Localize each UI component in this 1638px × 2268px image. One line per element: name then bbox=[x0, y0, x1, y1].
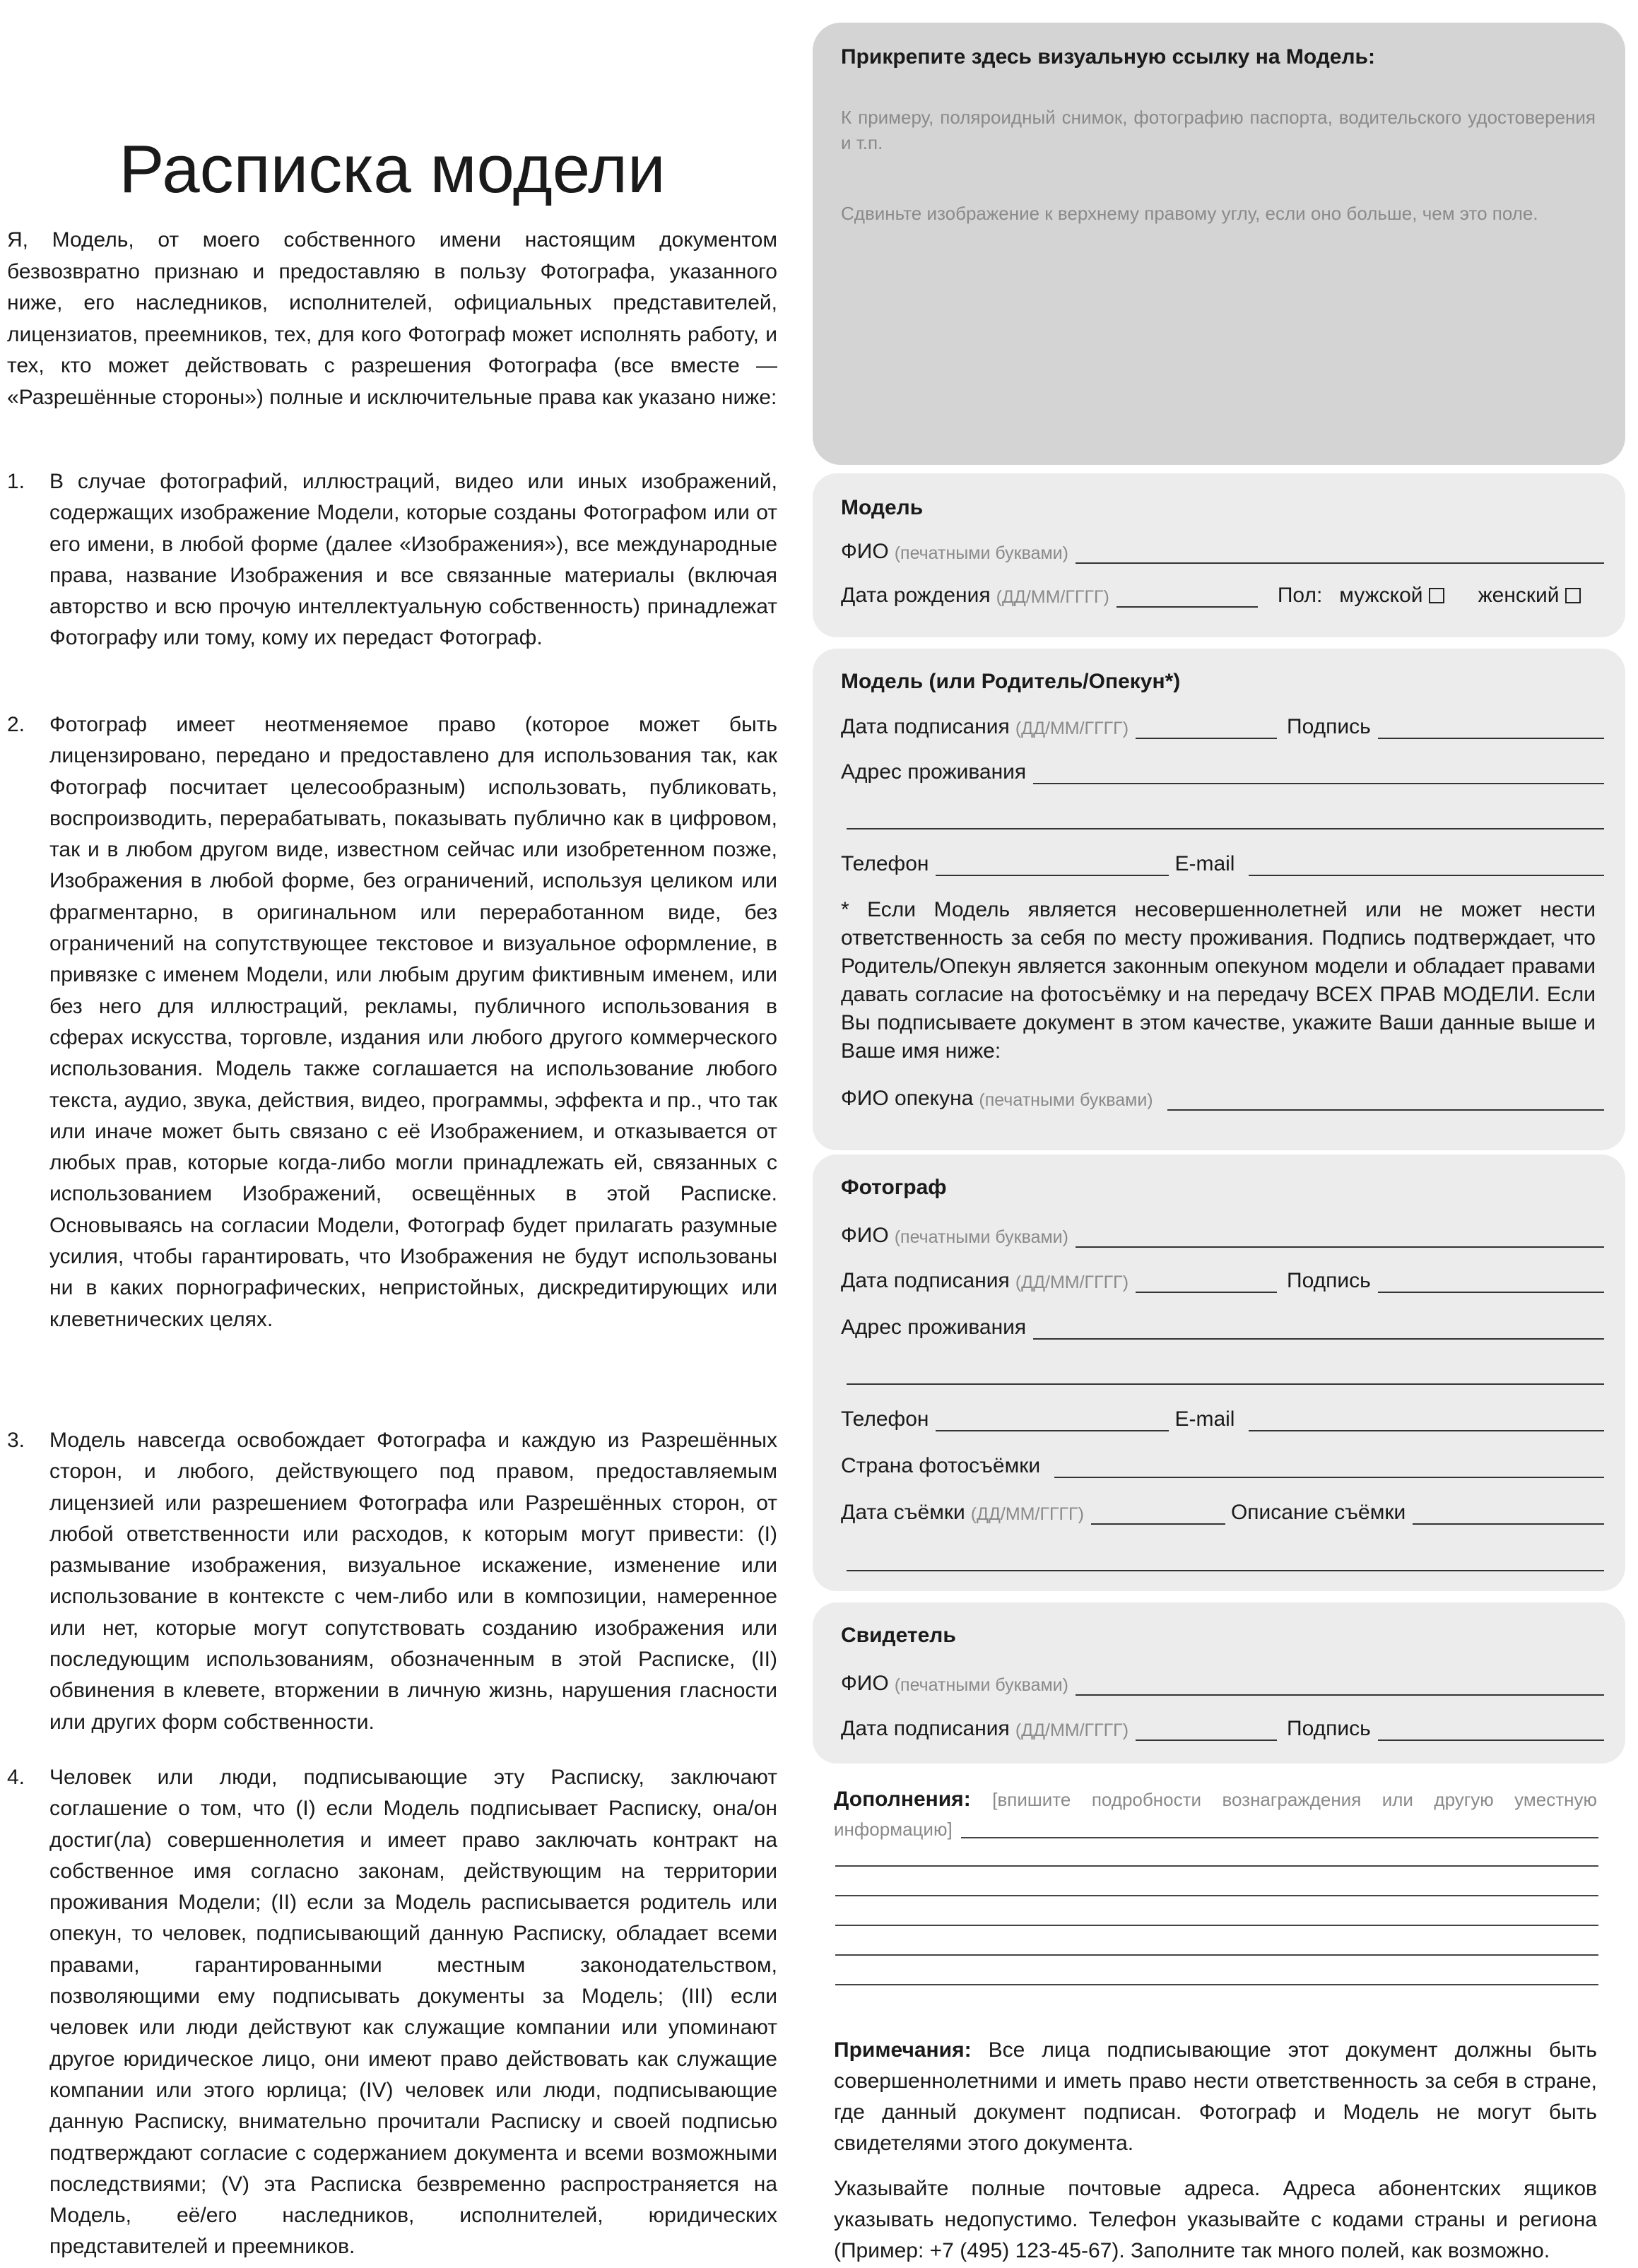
date-label: Дата подписания bbox=[841, 715, 1010, 738]
additions-line-1[interactable] bbox=[961, 1837, 1598, 1838]
photographer-name-row bbox=[841, 1219, 1604, 1248]
model-dob-field[interactable] bbox=[1116, 586, 1258, 608]
photographer-signature-field[interactable] bbox=[1378, 1272, 1604, 1293]
guardian-signature-field[interactable] bbox=[1378, 718, 1604, 739]
witness-date-row bbox=[841, 1713, 1604, 1741]
male-label: мужской bbox=[1339, 584, 1423, 607]
photo-panel-heading: Прикрепите здесь визуальную ссылку на Модель: bbox=[841, 45, 1375, 69]
photo-hint-resize: Сдвиньте изображение к верхнему правому углу, если оно больше, чем это поле. bbox=[841, 203, 1538, 224]
phone-label: Телефон bbox=[841, 1407, 929, 1431]
shoot-country-field[interactable] bbox=[1054, 1457, 1604, 1478]
guardian-name-row bbox=[841, 1082, 1604, 1111]
shoot-desc-field-2[interactable] bbox=[847, 1569, 1604, 1571]
witness-date-field[interactable] bbox=[1136, 1720, 1277, 1741]
clause-text: Модель навсегда освобождает Фотографа и каждую из Разрешённых сторон, и любого, действующего под правом, предоставляемым лицензией или разрешением Фотографа или Разрешённых сторон, от любой ответственности или расходов, к которым могут привести: (I) размывание изображения, визуальное искажение, изменение или использование в контексте с чем-либо или в композиции, намеренное или нет, которые могут сопутствовать созданию изображения или последующим использованиям, обозначенным в этой Расписке, (II) обвинения в клевете, вторжении в личную жизнь, нарушения гласности или других форм собственности. bbox=[49, 1429, 777, 1734]
additions-line-6[interactable] bbox=[835, 1984, 1598, 1985]
clause-number: 2. bbox=[7, 713, 25, 736]
signature-label: Подпись bbox=[1287, 1717, 1371, 1740]
model-panel bbox=[813, 473, 1625, 637]
date-hint: (ДД/ММ/ГГГГ) bbox=[970, 1504, 1084, 1524]
photographer-address-field-2[interactable] bbox=[847, 1382, 1604, 1385]
guardian-date-field[interactable] bbox=[1136, 718, 1277, 739]
photo-hint: К примеру, поляроидный снимок, фотографию паспорта, водительского удостоверения и т.п. bbox=[841, 107, 1596, 153]
date-hint: (ДД/ММ/ГГГГ) bbox=[1015, 719, 1129, 738]
additions-line-4[interactable] bbox=[835, 1925, 1598, 1926]
name-label: ФИО bbox=[841, 1224, 889, 1247]
photographer-contact-row bbox=[841, 1403, 1604, 1431]
clause-number: 3. bbox=[7, 1429, 25, 1452]
guardian-date-row bbox=[841, 711, 1604, 739]
name-label: ФИО bbox=[841, 1672, 889, 1695]
clause-1 bbox=[7, 466, 777, 654]
name-label: ФИО bbox=[841, 540, 889, 563]
country-label: Страна фотосъёмки bbox=[841, 1454, 1041, 1477]
witness-panel bbox=[813, 1602, 1625, 1764]
photographer-phone-field[interactable] bbox=[936, 1410, 1169, 1431]
photographer-date-field[interactable] bbox=[1136, 1272, 1277, 1293]
date-hint: (ДД/ММ/ГГГГ) bbox=[1015, 1272, 1129, 1292]
date-hint: (ДД/ММ/ГГГГ) bbox=[1015, 1720, 1129, 1740]
clause-text: В случае фотографий, иллюстраций, видео или иных изображений, содержащих изображение Модели, которые созданы Фотографом или от его имени, в любой форме (далее «Изображения»), все международные права, название Изображения и все связанные материалы (включая авторство и всю прочую интеллектуальную собственность) принадлежат Фотографу или тому, кому их передаст Фотограф. bbox=[49, 470, 777, 650]
phone-label: Телефон bbox=[841, 852, 929, 875]
photographer-panel-heading: Фотограф bbox=[841, 1176, 947, 1199]
guardian-email-field[interactable] bbox=[1249, 855, 1604, 876]
shoot-date-field[interactable] bbox=[1091, 1504, 1225, 1525]
dob-label: Дата рождения bbox=[841, 584, 991, 607]
guardian-panel-heading: Модель (или Родитель/Опекун*) bbox=[841, 670, 1181, 693]
model-name-field[interactable] bbox=[1076, 543, 1604, 564]
email-label: E-mail bbox=[1174, 852, 1235, 875]
photographer-email-field[interactable] bbox=[1249, 1410, 1604, 1431]
guardian-contact-row bbox=[841, 848, 1604, 876]
shoot-country-row bbox=[841, 1450, 1604, 1478]
photographer-panel bbox=[813, 1154, 1625, 1591]
signature-label: Подпись bbox=[1287, 715, 1371, 738]
email-label: E-mail bbox=[1174, 1407, 1235, 1431]
clause-text: Фотограф имеет неотменяемое право (которое может быть лицензировано, передано и предоставлено для использования так, как Фотограф посчитает целесообразным) использовать, публиковать, воспроизводить, перерабатывать, показывать публично как в цифровом, так и в любом другом виде, известном сейчас или изобретенном позже, Изображения в любой форме, без ограничений, используя целиком или фрагментарно, в оригинальном или переработанном виде, без ограничений на сопутствующее текстовое и визуальное оформление, в привязке с именем Модели, или любым другим фиктивным именем, или без него для иллюстраций, рекламы, публичного использования в сферах искусства, торговле, издания или любого другого коммерческого использования. Модель также соглашается на использование любого текста, аудио, звука, действия, видео, программы, эффекта и пр., что так или иначе может быть связано с её Изображением, и отказывается от любых прав, которые когда-либо могли принадлежать ей, связанных с использованием Изображений, освещённых в этой Расписке. Основываясь на согласии Модели, Фотограф будет прилагать разумные усилия, чтобы гарантировать, что Изображения не будут использованы ни в каких порнографических, непристойных, дискредитирующих или клеветнических целях. bbox=[49, 713, 777, 1331]
notes-label: Примечания: bbox=[834, 2038, 972, 2062]
witness-name-row bbox=[841, 1667, 1604, 1696]
guardian-panel bbox=[813, 649, 1625, 1150]
clause-2 bbox=[7, 709, 777, 1335]
model-panel-heading: Модель bbox=[841, 496, 924, 519]
female-checkbox[interactable] bbox=[1565, 588, 1581, 603]
photographer-address-field[interactable] bbox=[1033, 1318, 1604, 1340]
guardian-address-field[interactable] bbox=[1033, 763, 1604, 784]
witness-name-field[interactable] bbox=[1076, 1675, 1604, 1696]
clause-4 bbox=[7, 1762, 777, 2263]
clause-text: Человек или люди, подписывающие эту Расписку, заключают соглашение о том, что (I) если Модель подписывает Расписку, она/он достиг(ла) совершеннолетия и имеет право заключать контракт на собственное имя согласно законам, действующим на территории проживания Модели; (II) если за Модель расписывается родитель или опекун, то человек, подписывающий данную Расписку, обладает всеми правами, гарантированными местным законодательством, позволяющими ему подписывать документы за Модель; (III) если человек или люди действуют как служащие компании или упоминают другое юридическое лицо, они имеют право действовать как служащие компании или этого юрлица; (IV) человек или люди, подписывающие данную Расписку, внимательно прочитали Расписку и своей подписью подтверждают согласие с содержанием документа и всеми возможными последствиями; (V) эта Расписка безвременно распространяется на Модель, её/его наследников, исполнителей, юридических представителей и преемников. bbox=[49, 1766, 777, 2259]
notes-block bbox=[834, 2035, 1597, 2159]
guardian-name-field[interactable] bbox=[1167, 1089, 1604, 1111]
photographer-date-row bbox=[841, 1265, 1604, 1293]
additions-line-3[interactable] bbox=[835, 1895, 1598, 1896]
name-hint: (печатными буквами) bbox=[979, 1090, 1153, 1110]
signature-label: Подпись bbox=[1287, 1269, 1371, 1292]
shoot-desc-field[interactable] bbox=[1413, 1504, 1604, 1525]
shoot-date-row bbox=[841, 1496, 1604, 1525]
additions-label: Дополнения: bbox=[834, 1788, 971, 1811]
additions-line-5[interactable] bbox=[835, 1954, 1598, 1956]
page-title: Расписка модели bbox=[119, 131, 666, 207]
name-hint: (печатными буквами) bbox=[894, 1675, 1068, 1695]
witness-panel-heading: Свидетель bbox=[841, 1624, 956, 1647]
address-label: Адрес проживания bbox=[841, 760, 1027, 784]
guardian-note: * Если Модель является несовершеннолетней или не может нести ответственность за себя по месту проживания. Подпись подтверждает, что Родитель/Опекун является законным опекуном модели и обладает правами давать согласие на фотосъёмку и на передачу ВСЕХ ПРАВ МОДЕЛИ. Если Вы подписываете документ в этом качестве, укажите Ваши данные выше и Ваше имя ниже: bbox=[841, 898, 1596, 1063]
notes-addresses: Указывайте полные почтовые адреса. Адреса абонентских ящиков указывать недопустимо. Телефон указывайте с кодами страны и региона (Пример: +7 (495) 123-45-67). Заполните так много полей, как возможно. bbox=[834, 2177, 1597, 2262]
name-hint: (печатными буквами) bbox=[894, 1227, 1068, 1247]
sex-label: Пол: bbox=[1277, 584, 1323, 607]
shoot-date-label: Дата съёмки bbox=[841, 1501, 965, 1524]
female-label: женский bbox=[1478, 584, 1560, 607]
additions-block bbox=[834, 1785, 1597, 1844]
photographer-name-field[interactable] bbox=[1076, 1227, 1604, 1248]
guardian-address-row bbox=[841, 756, 1604, 784]
witness-signature-field[interactable] bbox=[1378, 1720, 1604, 1741]
notes-text: Все лица подписывающие этот документ должны быть совершеннолетними и иметь право нести ответственность за себя в стране, где данный документ подписан. Фотограф и Модель не могут быть свидетелями этого документа. bbox=[834, 2038, 1597, 2155]
photo-attachment-area[interactable] bbox=[813, 23, 1625, 465]
date-label: Дата подписания bbox=[841, 1717, 1010, 1740]
photographer-address-row bbox=[841, 1311, 1604, 1340]
intro-paragraph: Я, Модель, от моего собственного имени настоящим документом безвозвратно признаю и предоставляю в пользу Фотографа, указанного ниже, его наследников, исполнителей, официальных представителей, лицензиатов, преемников, тех, для кого Фотограф может исполнять работу, и тех, кто может действовать с разрешения Фотографа (все вместе — «Разрешённые стороны») полные и исключительные права как указано ниже: bbox=[7, 228, 777, 409]
model-name-row bbox=[841, 536, 1604, 564]
shoot-desc-label: Описание съёмки bbox=[1230, 1501, 1406, 1524]
guardian-phone-field[interactable] bbox=[936, 855, 1169, 876]
guardian-name-label: ФИО опекуна bbox=[841, 1087, 974, 1110]
clause-number: 1. bbox=[7, 470, 25, 493]
additions-hint: [впишите подробности вознаграждения или другую уместную информацию] bbox=[834, 1789, 1597, 1840]
name-hint: (печатными буквами) bbox=[894, 543, 1068, 563]
date-label: Дата подписания bbox=[841, 1269, 1010, 1292]
model-dob-row bbox=[841, 579, 1604, 608]
date-hint: (ДД/ММ/ГГГГ) bbox=[996, 587, 1109, 607]
clause-number: 4. bbox=[7, 1766, 25, 1789]
additions-line-2[interactable] bbox=[835, 1865, 1598, 1867]
address-label: Адрес проживания bbox=[841, 1316, 1027, 1339]
clause-3 bbox=[7, 1425, 777, 1738]
male-checkbox[interactable] bbox=[1429, 588, 1444, 603]
guardian-address-field-2[interactable] bbox=[847, 827, 1604, 829]
